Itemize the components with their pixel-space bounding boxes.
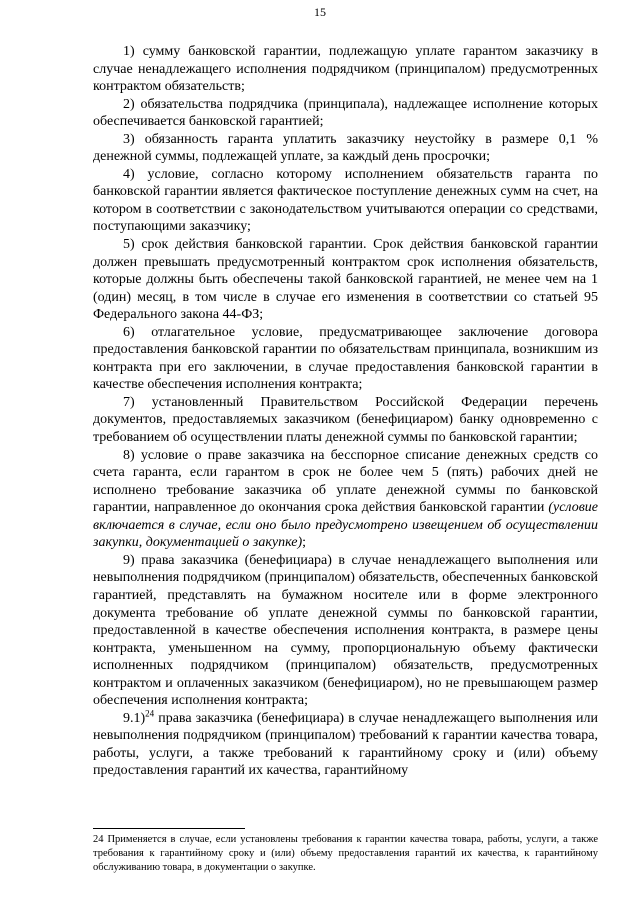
list-item: 1) сумму банковской гарантии, подлежащую уплате гарантом заказчику в случае ненадлежащего исполнения подрядчиком (принципалом) предусмотренных контрактом обязательств;: [93, 44, 598, 95]
list-item: [93, 447, 598, 552]
list-item-end: ;: [302, 535, 307, 551]
list-item: 4) условие, согласно которому исполнением обязательств гаранта по банковской гарантии является фактическое поступление денежных сумм на счет, на котором в соответствии с законодательством учитываются операции со средствами, поступающими заказчику;: [93, 166, 598, 235]
list-item: 6) отлагательное условие, предусматривающее заключение договора предоставления банковской гарантии по обязательствам принципала, возникшим из контракта при его заключении, в случае предоставления банковской гарантии в качестве обеспечения исполнения контракта;: [93, 324, 598, 393]
list-item-text: 8) условие о праве заказчика на бесспорное списание денежных средств со счета гаранта, если гарантом в срок не более чем 5 (пять) рабочих дней не исполнено требование заказчика об уплате денежной суммы по банковской гарантии, направленное до окончания срока действия банковской гарантии: [93, 447, 598, 516]
footnote-separator: [93, 828, 245, 829]
footnote-reference[interactable]: 24: [145, 708, 155, 719]
list-item: 9) права заказчика (бенефициара) в случае ненадлежащего выполнения или невыполнения подрядчиком (принципалом) обязательств, обеспеченных банковской гарантией, представлять на бумажном носителе или в форме электронного документа требование об уплате денежной суммы по банковской гарантии, предоставленной в качестве обеспечения исполнения контракта, в размере цены контракта, уменьшенном на сумму, пропорциональную объему фактически исполненных подрядчиком (принципалом) обязательств, предусмотренных контрактом и оплаченных заказчиком (бенефициаром), но не превышающем размер обеспечения исполнения контракта;: [93, 552, 598, 709]
list-item-number: 9.1): [123, 710, 146, 726]
list-item: [93, 710, 598, 780]
list-item: 2) обязательства подрядчика (принципала), надлежащее исполнение которых обеспечивается банковской гарантией;: [93, 96, 598, 130]
page-number: 15: [314, 5, 326, 19]
italic-note: (условие включается в случае, если оно было предусмотрено извещением об осуществлении закупки, документацией о закупке): [93, 500, 598, 551]
list-item: 3) обязанность гаранта уплатить заказчику неустойку в размере 0,1 % денежной суммы, подлежащей уплате, за каждый день просрочки;: [93, 131, 598, 165]
body-text: [93, 43, 598, 780]
list-item-text: права заказчика (бенефициара) в случае ненадлежащего выполнения или невыполнения подрядчиком (принципалом) требований к гарантии качества товара, работы, услуги, а также требований к гарантийному сроку и (или) объему предоставления гарантий их качества, гарантийному: [93, 710, 598, 779]
list-item: 7) установленный Правительством Российской Федерации перечень документов, предоставляемых заказчиком (бенефициаром) банку одновременно с требованием об осуществлении платы денежной суммы по банковской гарантии;: [93, 394, 598, 446]
footnote: 24 Применяется в случае, если установлены требования к гарантии качества товара, работы, услуги, а также требования к гарантийному сроку и (или) объему предоставления гарантий их качества, к гарантийному обслуживанию товара, в документации о закупке.: [93, 834, 598, 873]
list-item: 5) срок действия банковской гарантии. Срок действия банковской гарантии должен превышать предусмотренный контрактом срок исполнения обязательств, которые должны быть обеспечены такой банковской гарантией, не менее чем на 1 (один) месяц, в том числе в случае его изменения в соответствии со статьей 95 Федерального закона 44-ФЗ;: [93, 237, 598, 323]
